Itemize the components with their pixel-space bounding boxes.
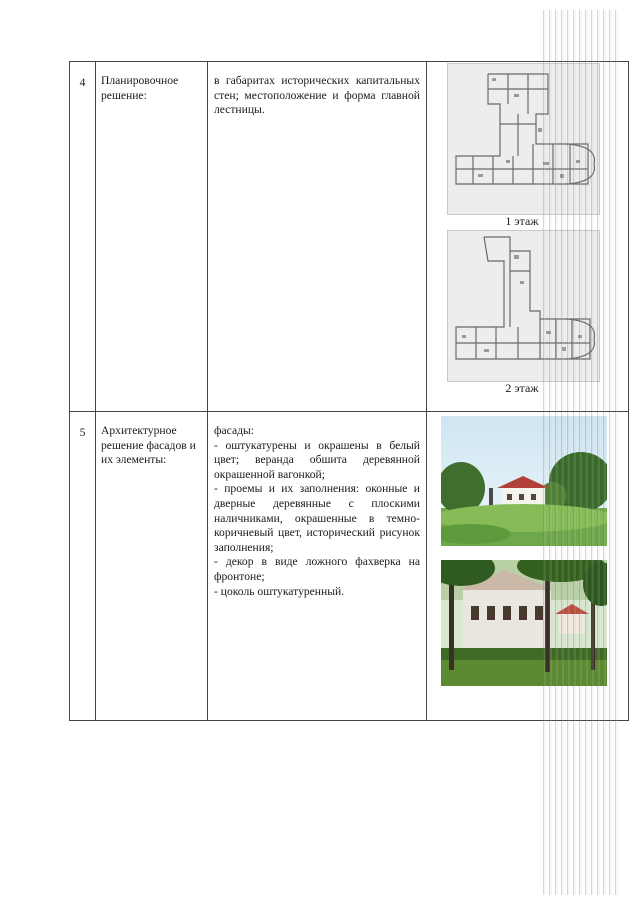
description-line: фасады:: [214, 424, 255, 437]
floor-plan-2-image: [447, 230, 600, 382]
row-title: Планировочное решение:: [96, 62, 208, 412]
description-line: - проемы и их заполнения: оконные и дверные деревянные с плоскими наличниками, окрашенные в темно-коричневый цвет, исторический рисунок заполнения;: [214, 482, 420, 554]
facade-photo-2: [441, 560, 607, 686]
floor-plans-cell: [427, 62, 629, 412]
row-number: 4: [70, 62, 96, 412]
row-description: [208, 412, 427, 721]
description-line: - цоколь оштукатуренный.: [214, 584, 345, 598]
description-line: - оштукатурены и окрашены в белый цвет; веранда обшита деревянной окрашенной вагонкой;: [214, 438, 420, 481]
heritage-table: [69, 61, 629, 721]
row-description: в габаритах исторических капитальных стен; местоположение и форма главной лестницы.: [208, 62, 427, 412]
floor-plan-1-caption: 1 этаж: [505, 214, 539, 228]
table-row: [70, 412, 629, 721]
row-title: Архитектурное решение фасадов и их элементы:: [96, 412, 208, 721]
facade-photos-cell: [427, 412, 629, 721]
table-row: [70, 62, 629, 412]
floor-plan-2-caption: 2 этаж: [505, 381, 539, 395]
row-number: 5: [70, 412, 96, 721]
facade-photo-1: [441, 416, 607, 546]
description-line: - декор в виде ложного фахверка на фронтоне;: [214, 555, 420, 583]
floor-plan-1-image: [447, 63, 600, 215]
